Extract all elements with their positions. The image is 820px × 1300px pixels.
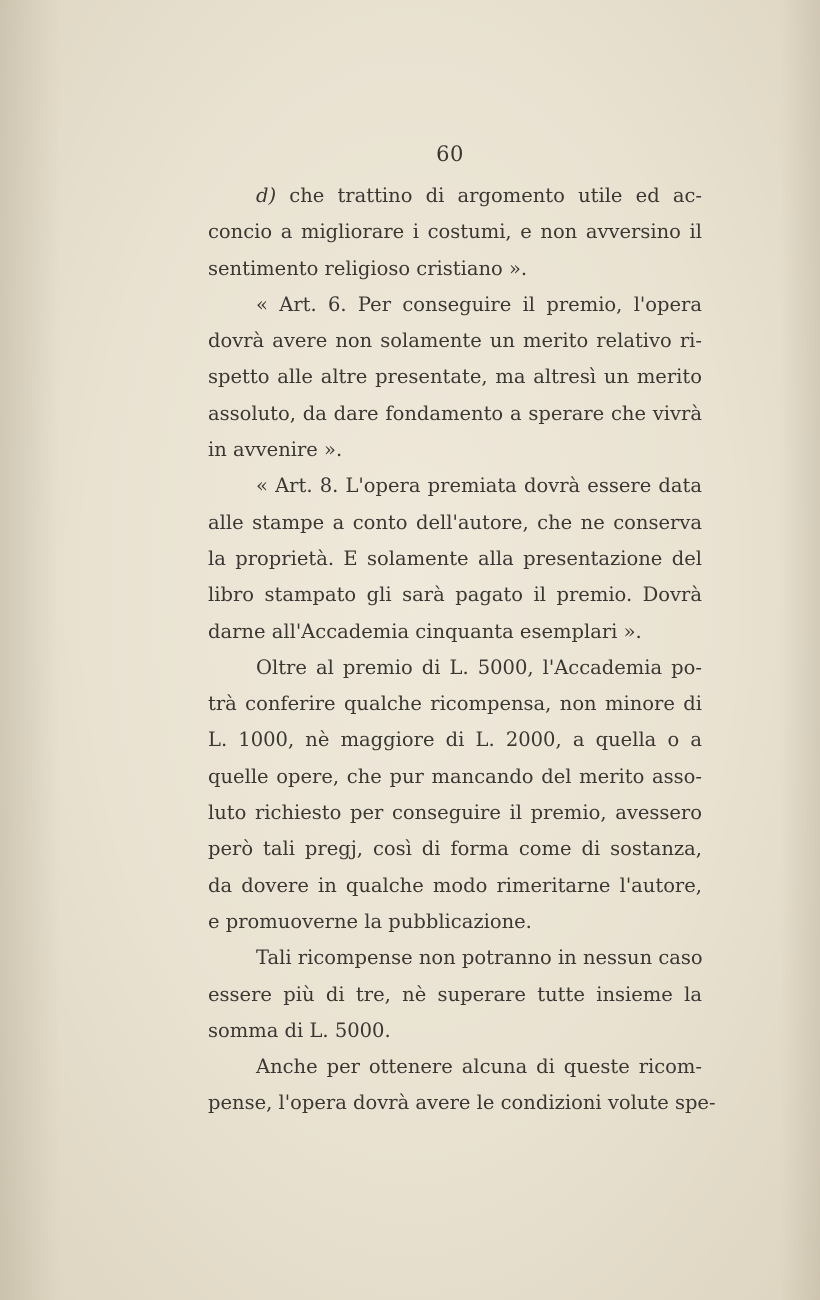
- text-line: L. 1000, nè maggiore di L. 2000, a quella o a: [208, 728, 702, 752]
- text-line: dovrà avere non solamente un merito relativo ri-: [208, 329, 702, 353]
- text-line: in avvenire ».: [208, 438, 343, 462]
- body-text: [208, 178, 716, 1122]
- page-number: 60: [436, 142, 464, 166]
- text-line: darne all'Accademia cinquanta esemplari ».: [208, 619, 642, 643]
- text-line: trà conferire qualche ricompensa, non minore di: [208, 692, 702, 716]
- paragraph-tali-ricompense: [208, 940, 702, 1049]
- clause-letter: d): [256, 184, 277, 207]
- text-line: essere più di tre, nè superare tutte insieme la: [208, 982, 702, 1006]
- text-line: quelle opere, che pur mancando del merito asso-: [208, 764, 702, 788]
- text-line: libro stampato gli sarà pagato il premio. Dovrà: [208, 583, 702, 607]
- text-line: concio a migliorare i costumi, e non avversino il: [208, 220, 702, 244]
- text-line: alle stampe a conto dell'autore, che ne conserva: [208, 510, 702, 534]
- text-line: la proprietà. E solamente alla presentazione del: [208, 546, 702, 570]
- text-line: [208, 178, 702, 214]
- text-line: spetto alle altre presentate, ma altresì un merito: [208, 365, 702, 389]
- paragraph-art-8: [208, 468, 702, 649]
- text-line: assoluto, da dare fondamento a sperare che vivrà: [208, 401, 702, 425]
- text-line: Anche per ottenere alcuna di queste ricom-: [256, 1055, 702, 1079]
- text-line: « Art. 8. L'opera premiata dovrà essere data: [256, 474, 702, 498]
- paragraph-anche: [208, 1049, 716, 1122]
- paragraph-art-6: [208, 287, 702, 468]
- text-line: somma di L. 5000.: [208, 1018, 391, 1042]
- text-line: pense, l'opera dovrà avere le condizioni volute spe-: [208, 1091, 716, 1115]
- text-line: però tali pregj, così di forma come di sostanza,: [208, 837, 702, 861]
- paragraph-clause-d: [208, 178, 702, 287]
- text-line: sentimento religioso cristiano ».: [208, 256, 528, 280]
- text-line: luto richiesto per conseguire il premio, avessero: [208, 801, 702, 825]
- text-line: Tali ricompense non potranno in nessun caso: [256, 946, 703, 970]
- text-line: da dovere in qualche modo rimeritarne l'autore,: [208, 873, 702, 897]
- text-line: Oltre al premio di L. 5000, l'Accademia po-: [256, 655, 702, 679]
- paragraph-ricompensa: [208, 650, 702, 940]
- text-line: « Art. 6. Per conseguire il premio, l'opera: [256, 292, 702, 316]
- text-line: e promuoverne la pubblicazione.: [208, 909, 532, 933]
- line-text: che trattino di argomento utile ed ac-: [276, 184, 702, 207]
